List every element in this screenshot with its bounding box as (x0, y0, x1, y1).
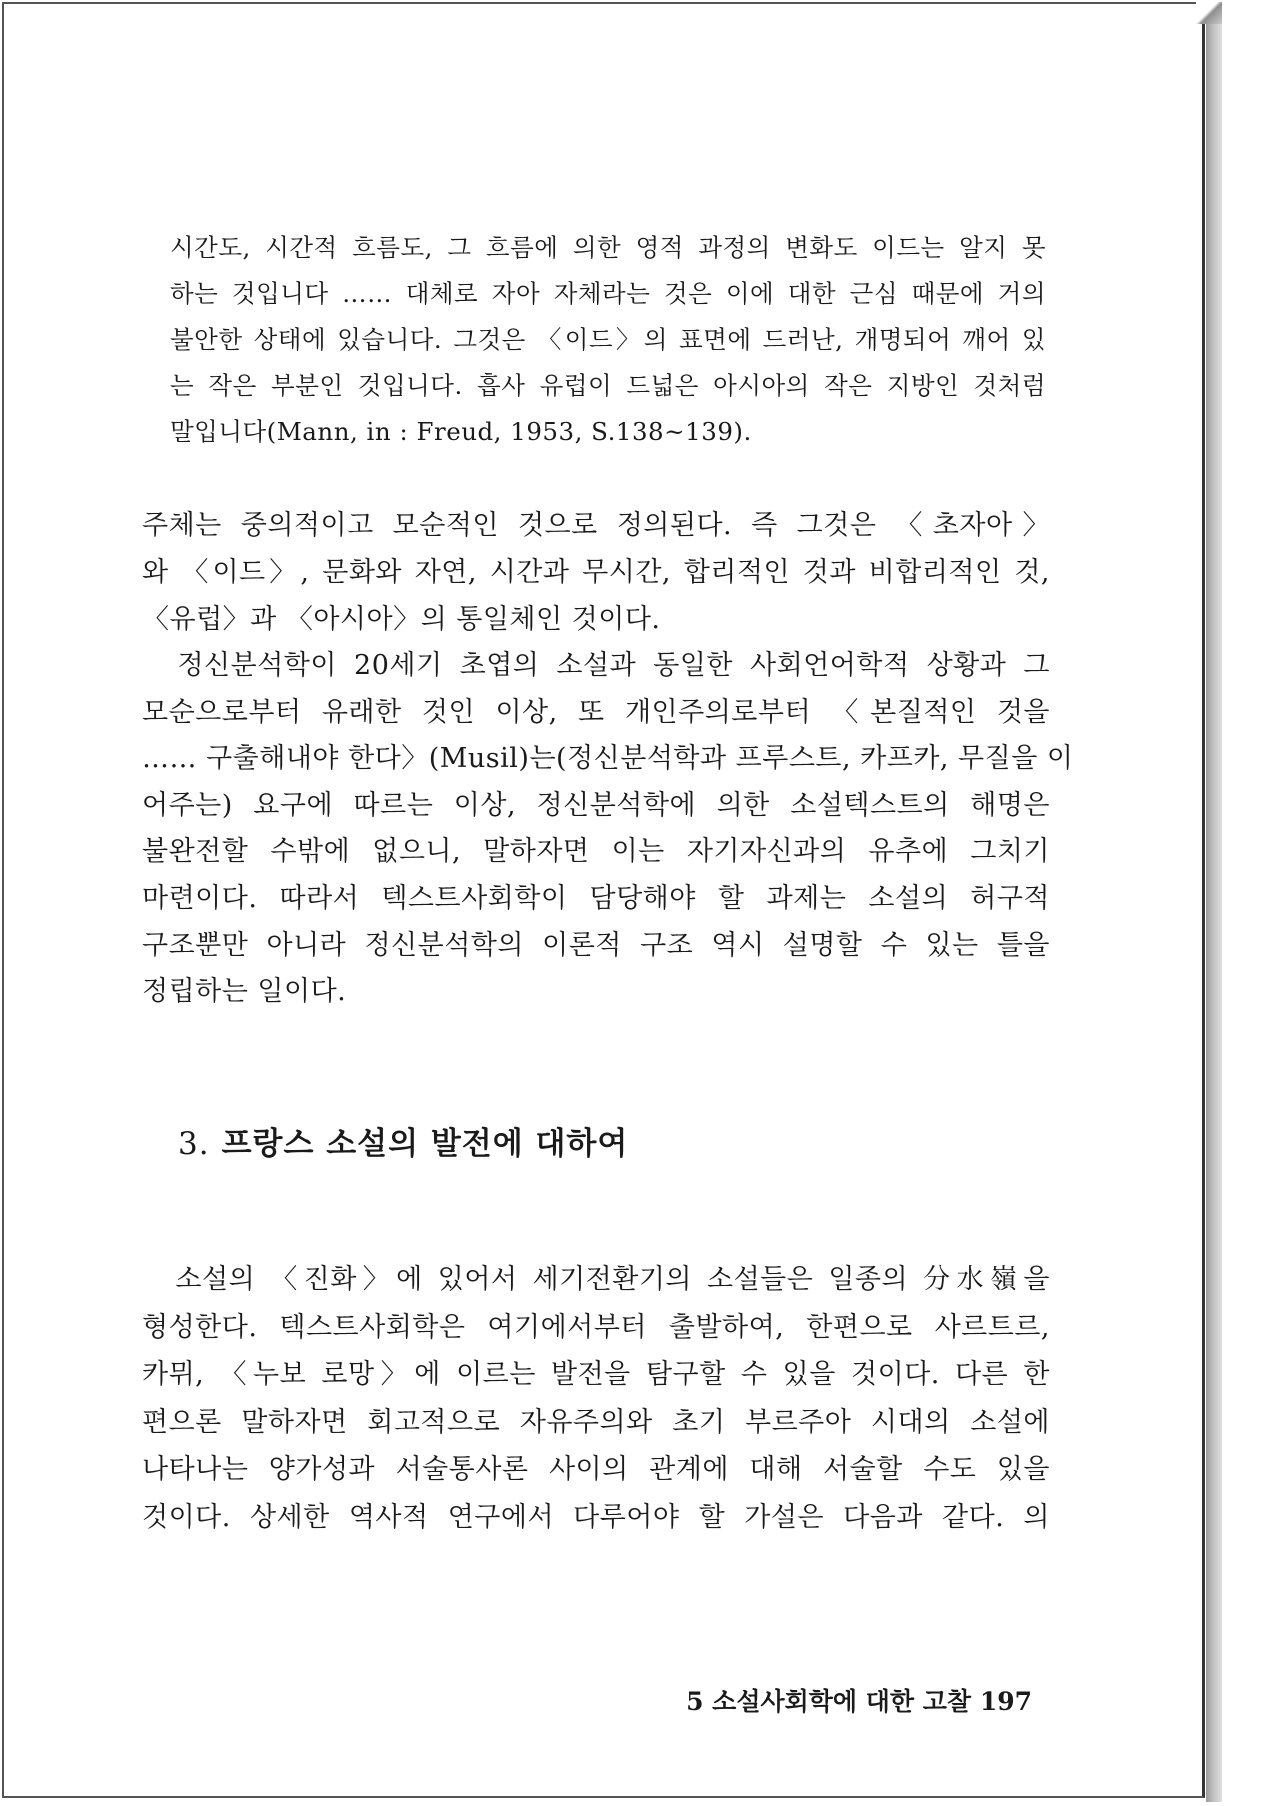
paragraph-line: 주체는 중의적이고 모순적인 것으로 정의된다. 즉 그것은 〈초자아〉 (142, 510, 1050, 541)
paragraph-line: 어주는) 요구에 따르는 이상, 정신분석학에 의한 소설텍스트의 해명은 (142, 789, 1050, 821)
paragraph-psychoanalysis (142, 643, 1074, 1016)
page-number: 197 (979, 1687, 1032, 1716)
paragraph-subject-definition (142, 502, 1050, 643)
paragraph-line: 불완전할 수밖에 없으니, 말하자면 이는 자기자신과의 유추에 그치기 (142, 836, 1050, 868)
paragraph-line: 카뮈, 〈누보 로망〉에 이르는 발전을 탐구할 수 있을 것이다. 다른 한 (142, 1359, 1050, 1390)
quote-line: 는 작은 부분인 것입니다. 흡사 유럽이 드넓은 아시아의 작은 지방인 것처럼 (170, 371, 1046, 400)
paragraph-line: 형성한다. 텍스트사회학은 여기에서부터 출발하여, 한편으로 사르트르, (142, 1311, 1050, 1343)
paragraph-novel-evolution (142, 1256, 1050, 1541)
paragraph-line: 것이다. 상세한 역사적 연구에서 다루어야 할 가설은 다음과 같다. 의 (142, 1501, 1050, 1533)
paragraph-line: 편으론 말하자면 회고적으로 자유주의와 초기 부르주아 시대의 소설에 (142, 1406, 1050, 1438)
paragraph-line: 나타나는 양가성과 서술통사론 사이의 관계에 대해 서술할 수도 있을 (142, 1454, 1050, 1485)
page-footer (672, 1682, 1032, 1718)
paragraph-line: 마련이다. 따라서 텍스트사회학이 담당해야 할 과제는 소설의 허구적 (142, 882, 1050, 914)
block-quote (170, 225, 1046, 455)
quote-line: 말입니다(Mann, in : Freud, 1953, S.138~139). (170, 417, 752, 446)
section-heading (178, 1118, 628, 1163)
paragraph-line: 구조뿐만 아니라 정신분석학의 이론적 구조 역시 설명할 수 있는 틀을 (142, 929, 1050, 961)
paragraph-line: 와 〈이드〉, 문화와 자연, 시간과 무시간, 합리적인 것과 비합리적인 것, (142, 557, 1050, 588)
quote-line: 불안한 상태에 있습니다. 그것은 〈이드〉의 표면에 드러난, 개명되어 깨어 있 (170, 325, 1046, 354)
paragraph-line: 〈유럽〉과 〈아시아〉의 통일체인 것이다. (142, 604, 661, 635)
paragraph-line: 소설의 〈진화〉에 있어서 세기전환기의 소설들은 일종의 分水嶺을 (142, 1264, 1050, 1295)
section-number: 3. (178, 1126, 210, 1162)
paragraph-line: 정립하는 일이다. (142, 976, 347, 1008)
quote-line: 하는 것입니다 …… 대체로 자아 자체라는 것은 이에 대한 근심 때문에 거의 (170, 279, 1046, 308)
paragraph-line: 모순으로부터 유래한 것인 이상, 또 개인주의로부터 〈본질적인 것을 (142, 696, 1050, 728)
quote-line: 시간도, 시간적 흐름도, 그 흐름에 의한 영적 과정의 변화도 이드는 알지 못 (170, 233, 1046, 262)
page-curl-corner (1196, 2, 1222, 24)
section-title: 프랑스 소설의 발전에 대하여 (221, 1126, 629, 1162)
running-head: 5 소설사회학에 대한 고찰 (686, 1687, 972, 1716)
paragraph-line: …… 구출해내야 한다〉(Musil)는(정신분석학과 프루스트, 카프카, 무질을 이 (142, 743, 1074, 775)
page-stack-edge (1206, 8, 1222, 1802)
paragraph-line: 정신분석학이 20세기 초엽의 소설과 동일한 사회언어학적 상황과 그 (142, 650, 1050, 681)
